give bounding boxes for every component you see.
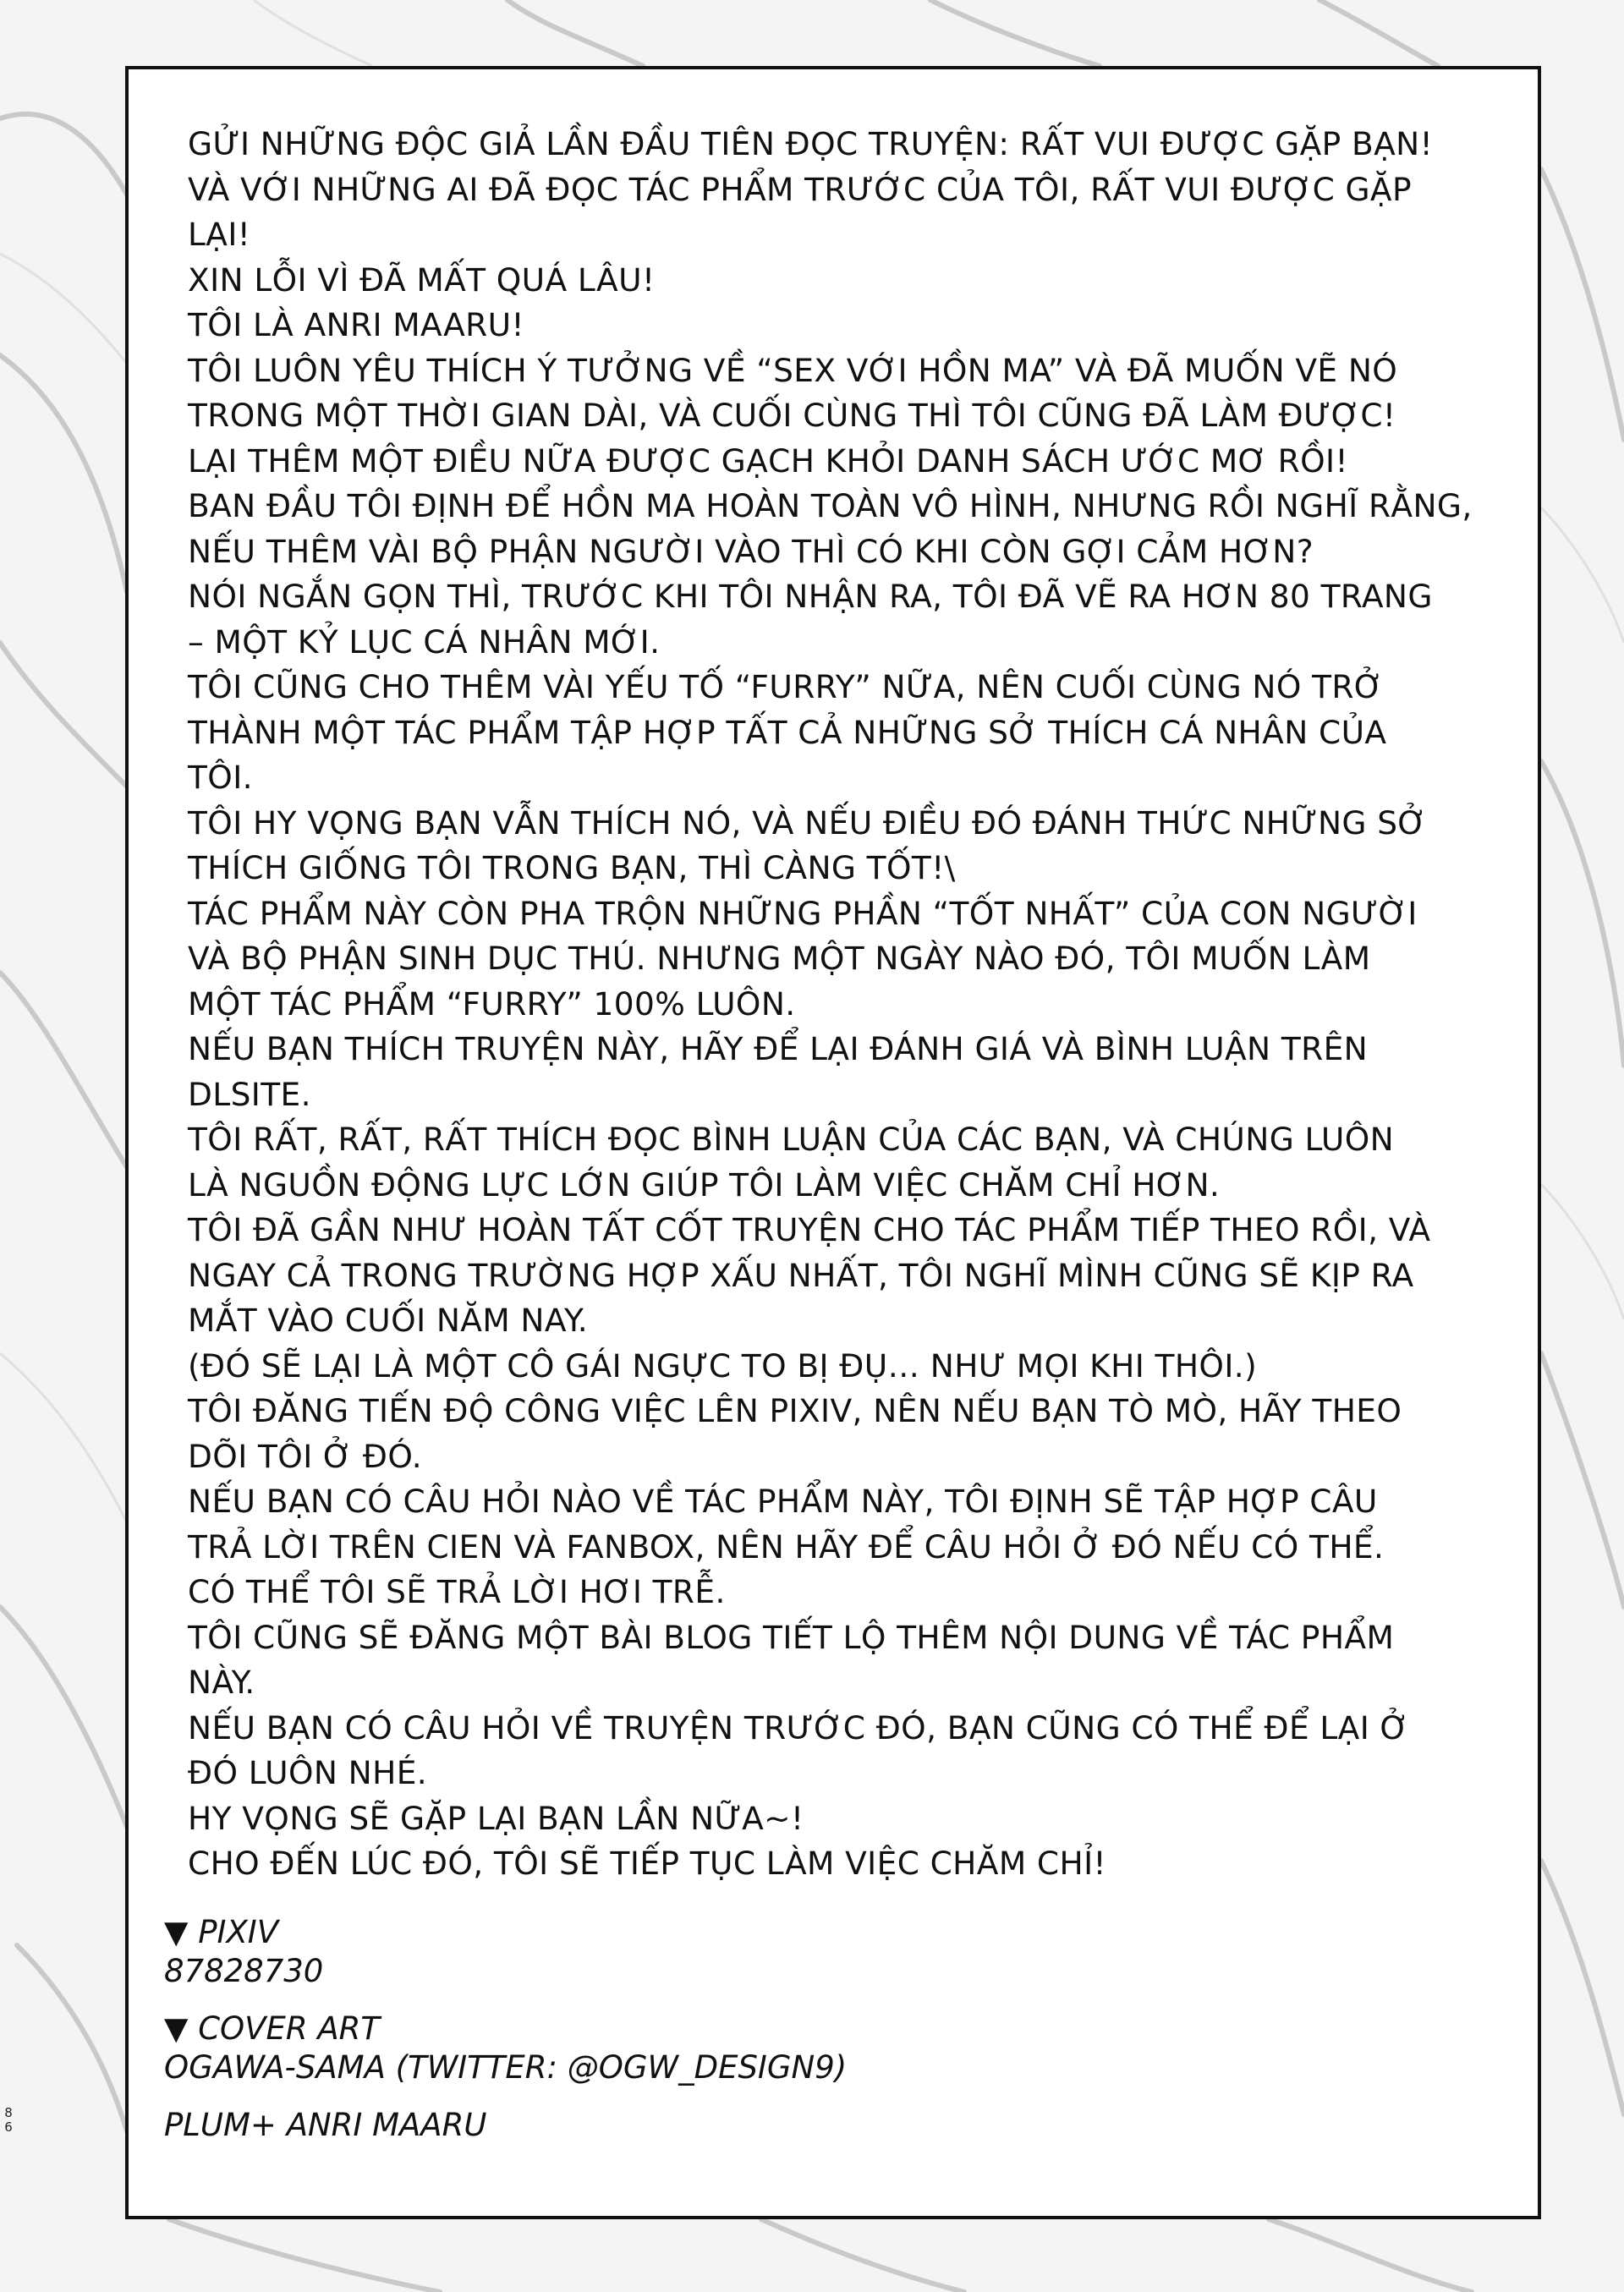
afterword-line: LẠI!: [188, 216, 251, 253]
afterword-line: DÕI TÔI Ở ĐÓ.: [188, 1437, 423, 1475]
afterword-line: LẠI THÊM MỘT ĐIỀU NỮA ĐƯỢC GẠCH KHỎI DANH SÁCH ƯỚC MƠ RỒI!: [188, 441, 1348, 480]
afterword-line: TÔI LUÔN YÊU THÍCH Ý TƯỞNG VỀ “SEX VỚI HỒN MA” VÀ ĐÃ MUỐN VẼ NÓ: [188, 351, 1398, 389]
afterword-line: NÀY.: [188, 1664, 255, 1701]
afterword-line: NẾU BẠN CÓ CÂU HỎI VỀ TRUYỆN TRƯỚC ĐÓ, BẠN CŨNG CÓ THỂ ĐỂ LẠI Ở: [188, 1708, 1410, 1746]
page-number: 86: [4, 2105, 13, 2135]
afterword-line: THÀNH MỘT TÁC PHẨM TẬP HỢP TẤT CẢ NHỮNG SỞ THÍCH CÁ NHÂN CỦA: [188, 713, 1387, 751]
afterword-line: TÔI.: [188, 759, 254, 796]
cover-artist: OGAWA-SAMA (TWITTER: @OGW_DESIGN9): [164, 2049, 848, 2086]
afterword-line: TÔI CŨNG CHO THÊM VÀI YẾU TỐ “FURRY” NỮA, NÊN CUỐI CÙNG NÓ TRỞ: [188, 668, 1384, 705]
afterword-text: [188, 122, 1490, 1887]
afterword-line: CÓ THỂ TÔI SẼ TRẢ LỜI HƠI TRỄ.: [188, 1573, 726, 1610]
afterword-line: TÔI RẤT, RẤT, RẤT THÍCH ĐỌC BÌNH LUẬN CỦA CÁC BẠN, VÀ CHÚNG LUÔN: [188, 1121, 1395, 1158]
afterword-line: ĐÓ LUÔN NHÉ.: [188, 1754, 428, 1791]
afterword-line: BAN ĐẦU TÔI ĐỊNH ĐỂ HỒN MA HOÀN TOÀN VÔ HÌNH, NHƯNG RỒI NGHĨ RẰNG,: [188, 487, 1473, 524]
afterword-line: THÍCH GIỐNG TÔI TRONG BẠN, THÌ CÀNG TỐT!\: [188, 849, 956, 886]
afterword-line: MẮT VÀO CUỐI NĂM NAY.: [188, 1302, 589, 1339]
author-signature: PLUM+ ANRI MAARU: [164, 2107, 487, 2143]
credits-block: [164, 1913, 1348, 2145]
afterword-line: (ĐÓ SẼ LẠI LÀ MỘT CÔ GÁI NGỰC TO BỊ ĐỤ… NHƯ MỌI KHI THÔI.): [188, 1346, 1258, 1385]
pixiv-label: ▼ PIXIV: [164, 1914, 279, 1950]
afterword-line: TÔI HY VỌNG BẠN VẪN THÍCH NÓ, VÀ NẾU ĐIỀU ĐÓ ĐÁNH THỨC NHỮNG SỞ: [188, 803, 1428, 842]
afterword-line: NÓI NGẮN GỌN THÌ, TRƯỚC KHI TÔI NHẬN RA, TÔI ĐÃ VẼ RA HƠN 80 TRANG: [188, 578, 1433, 615]
afterword-line: GỬI NHỮNG ĐỘC GIẢ LẦN ĐẦU TIÊN ĐỌC TRUYỆN: RẤT VUI ĐƯỢC GẶP BẠN!: [188, 125, 1434, 162]
afterword-line: LÀ NGUỒN ĐỘNG LỰC LỚN GIÚP TÔI LÀM VIỆC CHĂM CHỈ HƠN.: [188, 1165, 1221, 1204]
afterword-line: VÀ VỚI NHỮNG AI ĐÃ ĐỌC TÁC PHẨM TRƯỚC CỦA TÔI, RẤT VUI ĐƯỢC GẶP: [188, 170, 1412, 208]
afterword-line: TRONG MỘT THỜI GIAN DÀI, VÀ CUỐI CÙNG THÌ TÔI CŨNG ĐÃ LÀM ĐƯỢC!: [188, 397, 1396, 434]
afterword-line: TÔI ĐĂNG TIẾN ĐỘ CÔNG VIỆC LÊN PIXIV, NÊN NẾU BẠN TÒ MÒ, HÃY THEO: [188, 1392, 1402, 1429]
afterword-line: TRẢ LỜI TRÊN CIEN VÀ FANBOX, NÊN HÃY ĐỂ CÂU HỎI Ở ĐÓ NẾU CÓ THỂ.: [188, 1527, 1385, 1565]
afterword-line: CHO ĐẾN LÚC ĐÓ, TÔI SẼ TIẾP TỤC LÀM VIỆC CHĂM CHỈ!: [188, 1845, 1106, 1882]
afterword-line: NGAY CẢ TRONG TRƯỜNG HỢP XẤU NHẤT, TÔI NGHĨ MÌNH CŨNG SẼ KỊP RA: [188, 1256, 1414, 1294]
afterword-line: TÁC PHẨM NÀY CÒN PHA TRỘN NHỮNG PHẦN “TỐT NHẤT” CỦA CON NGƯỜI: [188, 894, 1418, 932]
afterword-line: VÀ BỘ PHẬN SINH DỤC THÚ. NHƯNG MỘT NGÀY NÀO ĐÓ, TÔI MUỐN LÀM: [188, 940, 1371, 977]
afterword-line: TÔI LÀ ANRI MAARU!: [188, 306, 524, 343]
afterword-line: NẾU BẠN CÓ CÂU HỎI NÀO VỀ TÁC PHẨM NÀY, TÔI ĐỊNH SẼ TẬP HỢP CÂU: [188, 1483, 1378, 1520]
afterword-line: XIN LỖI VÌ ĐÃ MẤT QUÁ LÂU!: [188, 260, 656, 299]
pixiv-id: 87828730: [164, 1953, 324, 1989]
afterword-line: TÔI CŨNG SẼ ĐĂNG MỘT BÀI BLOG TIẾT LỘ THÊM NỘI DUNG VỀ TÁC PHẨM: [188, 1618, 1395, 1656]
afterword-line: NẾU BẠN THÍCH TRUYỆN NÀY, HÃY ĐỂ LẠI ĐÁNH GIÁ VÀ BÌNH LUẬN TRÊN: [188, 1030, 1369, 1067]
afterword-line: DLSITE.: [188, 1075, 311, 1113]
afterword-line: MỘT TÁC PHẨM “FURRY” 100% LUÔN.: [188, 984, 796, 1023]
afterword-line: NẾU THÊM VÀI BỘ PHẬN NGƯỜI VÀO THÌ CÓ KHI CÒN GỢI CẢM HƠN?: [188, 532, 1314, 570]
afterword-text-box: [125, 66, 1541, 2219]
afterword-line: – MỘT KỶ LỤC CÁ NHÂN MỚI.: [188, 622, 661, 661]
cover-art-label: ▼ COVER ART: [164, 2010, 380, 2047]
afterword-line: HY VỌNG SẼ GẶP LẠI BẠN LẦN NỮA~!: [188, 1799, 804, 1837]
afterword-line: TÔI ĐÃ GẦN NHƯ HOÀN TẤT CỐT TRUYỆN CHO TÁC PHẨM TIẾP THEO RỒI, VÀ: [188, 1211, 1431, 1248]
